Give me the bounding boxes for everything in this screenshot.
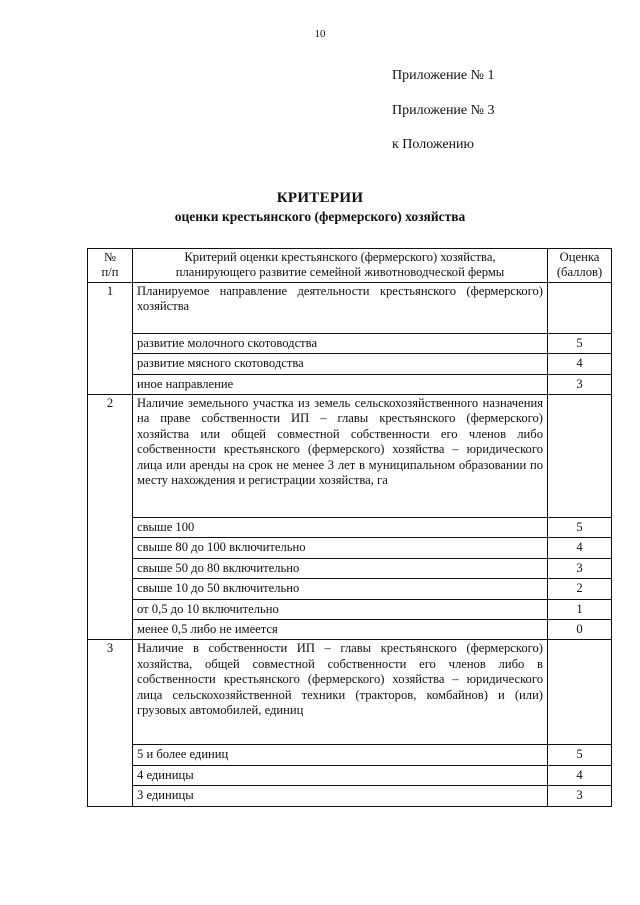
option-label: 5 и более единиц xyxy=(133,745,548,765)
section-score-empty xyxy=(548,640,612,745)
option-label: развитие молочного скотоводства xyxy=(133,333,548,353)
section-criterion: Наличие земельного участка из земель сельскохозяйственного назначения на праве собственности ИП – главы крестьянского (фермерского) хозяйства или общей совместной собственности его членов либо собственности крестьянского (фермерского) хозяйства – юридического лица или аренды на срок не менее 3 лет в муниципальном образовании по месту нахождения и регистрации хозяйства, га xyxy=(133,395,548,518)
option-row xyxy=(88,558,612,578)
section-row xyxy=(88,395,612,518)
option-row xyxy=(88,599,612,619)
header-score-line: Оценка xyxy=(559,250,600,264)
section-number: 1 xyxy=(88,282,133,394)
option-score: 0 xyxy=(548,620,612,640)
option-score: 3 xyxy=(548,558,612,578)
criteria-table xyxy=(87,248,612,807)
option-row xyxy=(88,786,612,806)
page-number: 10 xyxy=(314,28,326,40)
option-score: 3 xyxy=(548,786,612,806)
option-row xyxy=(88,620,612,640)
header-num-line: № xyxy=(103,250,117,264)
option-label: от 0,5 до 10 включительно xyxy=(133,599,548,619)
option-score: 2 xyxy=(548,579,612,599)
option-row xyxy=(88,579,612,599)
option-label: 3 единицы xyxy=(133,786,548,806)
option-score: 5 xyxy=(548,333,612,353)
option-label: свыше 10 до 50 включительно xyxy=(133,579,548,599)
section-number: 3 xyxy=(88,640,133,806)
section-score-empty xyxy=(548,282,612,333)
option-row xyxy=(88,374,612,394)
option-score: 4 xyxy=(548,538,612,558)
section-score-empty xyxy=(548,395,612,518)
appendix-line-3: к Положению xyxy=(392,137,475,152)
document-subtitle: оценки крестьянского (фермерского) хозяйства xyxy=(174,209,466,224)
section-criterion: Планируемое направление деятельности крестьянского (фермерского) хозяйства xyxy=(133,282,548,333)
option-label: свыше 80 до 100 включительно xyxy=(133,538,548,558)
option-row xyxy=(88,354,612,374)
header-criterion-line: Критерий оценки крестьянского (фермерского) хозяйства, xyxy=(184,250,496,264)
option-row xyxy=(88,745,612,765)
header-criterion xyxy=(133,249,548,283)
option-score: 4 xyxy=(548,765,612,785)
section-number: 2 xyxy=(88,395,133,640)
option-row xyxy=(88,518,612,538)
option-label: менее 0,5 либо не имеется xyxy=(133,620,548,640)
document-title: КРИТЕРИИ xyxy=(276,190,364,206)
appendix-line-2: Приложение № 3 xyxy=(392,103,495,118)
header-criterion-line: планирующего развитие семейной животноводческой фермы xyxy=(175,265,505,280)
option-score: 5 xyxy=(548,518,612,538)
option-score: 1 xyxy=(548,599,612,619)
option-label: свыше 100 xyxy=(133,518,548,538)
option-label: свыше 50 до 80 включительно xyxy=(133,558,548,578)
option-score: 4 xyxy=(548,354,612,374)
option-label: развитие мясного скотоводства xyxy=(133,354,548,374)
header-num xyxy=(88,249,133,283)
option-score: 5 xyxy=(548,745,612,765)
section-row xyxy=(88,282,612,333)
option-label: иное направление xyxy=(133,374,548,394)
option-score: 3 xyxy=(548,374,612,394)
option-row xyxy=(88,765,612,785)
header-num-line: п/п xyxy=(101,265,119,280)
header-score-line: (баллов) xyxy=(556,265,603,280)
option-row xyxy=(88,333,612,353)
option-row xyxy=(88,538,612,558)
header-score xyxy=(548,249,612,283)
section-row xyxy=(88,640,612,745)
appendix-line-1: Приложение № 1 xyxy=(392,68,495,83)
option-label: 4 единицы xyxy=(133,765,548,785)
section-criterion: Наличие в собственности ИП – главы крестьянского (фермерского) хозяйства, общей совместной собственности его членов либо в собственности крестьянского (фермерского) хозяйства – юридического лица сельскохозяйственной техники (тракторов, комбайнов) и (или) грузовых автомобилей, единиц xyxy=(133,640,548,745)
table-header-row xyxy=(88,249,612,283)
